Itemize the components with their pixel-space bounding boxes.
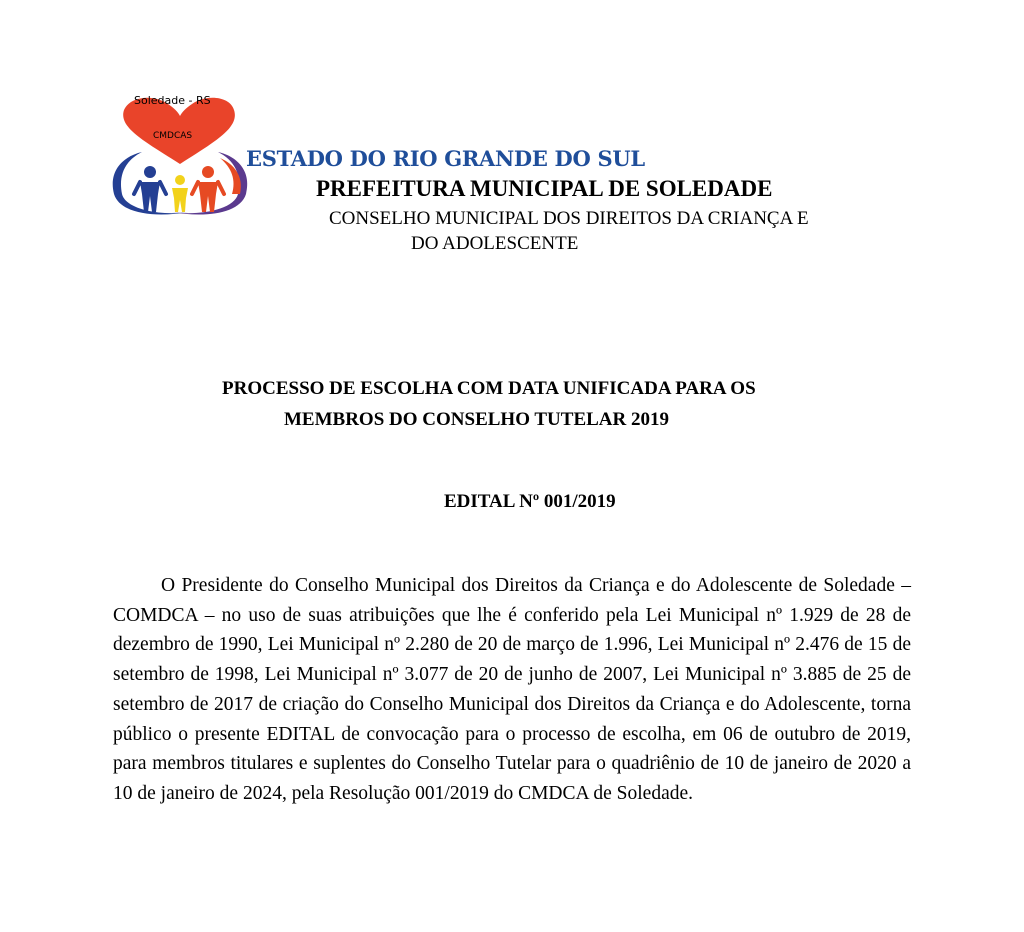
person-orange-body [198, 182, 218, 212]
logo-top-text: Soledade - RS [134, 94, 211, 107]
council-heading-line1: CONSELHO MUNICIPAL DOS DIREITOS DA CRIANÇA E [329, 208, 809, 229]
edital-number: EDITAL Nº 001/2019 [444, 491, 616, 512]
cmdcas-logo [106, 90, 254, 218]
person-blue-body [140, 182, 160, 212]
person-yellow-head [175, 175, 185, 185]
state-heading: ESTADO DO RIO GRANDE DO SUL [246, 146, 645, 171]
person-yellow-body [172, 188, 188, 212]
document-title-line1: PROCESSO DE ESCOLHA COM DATA UNIFICADA PARA OS [222, 378, 756, 399]
council-heading-line2: DO ADOLESCENTE [411, 233, 579, 254]
document-title-line2: MEMBROS DO CONSELHO TUTELAR 2019 [284, 409, 669, 430]
logo-heart-text: CMDCAS [153, 131, 193, 141]
body-paragraph: O Presidente do Conselho Municipal dos Direitos da Criança e do Adolescente de Soledade – COMDCA – no uso de suas atribuições que lhe é conferido pela Lei Municipal nº 1.929 de 28 de dezembro de 1990, Lei Municipal nº 2.280 de 20 de março de 1.996, Lei Municipal nº 2.476 de 15 de setembro de 1998, Lei Municipal nº 3.077 de 20 de junho de 2007, Lei Municipal nº 3.885 de 25 de setembro de 2017 de criação do Conselho Municipal dos Direitos da Criança e do Adolescente, torna público o presente EDITAL de convocação para o processo de escolha, em 06 de outubro de 2019, para membros titulares e suplentes do Conselho Tutelar para o quadriênio de 10 de janeiro de 2020 a 10 de janeiro de 2024, pela Resolução 001/2019 do CMDCA de Soledade. [113, 575, 911, 804]
person-orange-head [202, 166, 214, 178]
cmdcas-logo-graphic [106, 90, 254, 218]
prefecture-heading: PREFEITURA MUNICIPAL DE SOLEDADE [316, 176, 773, 201]
person-blue-head [144, 166, 156, 178]
